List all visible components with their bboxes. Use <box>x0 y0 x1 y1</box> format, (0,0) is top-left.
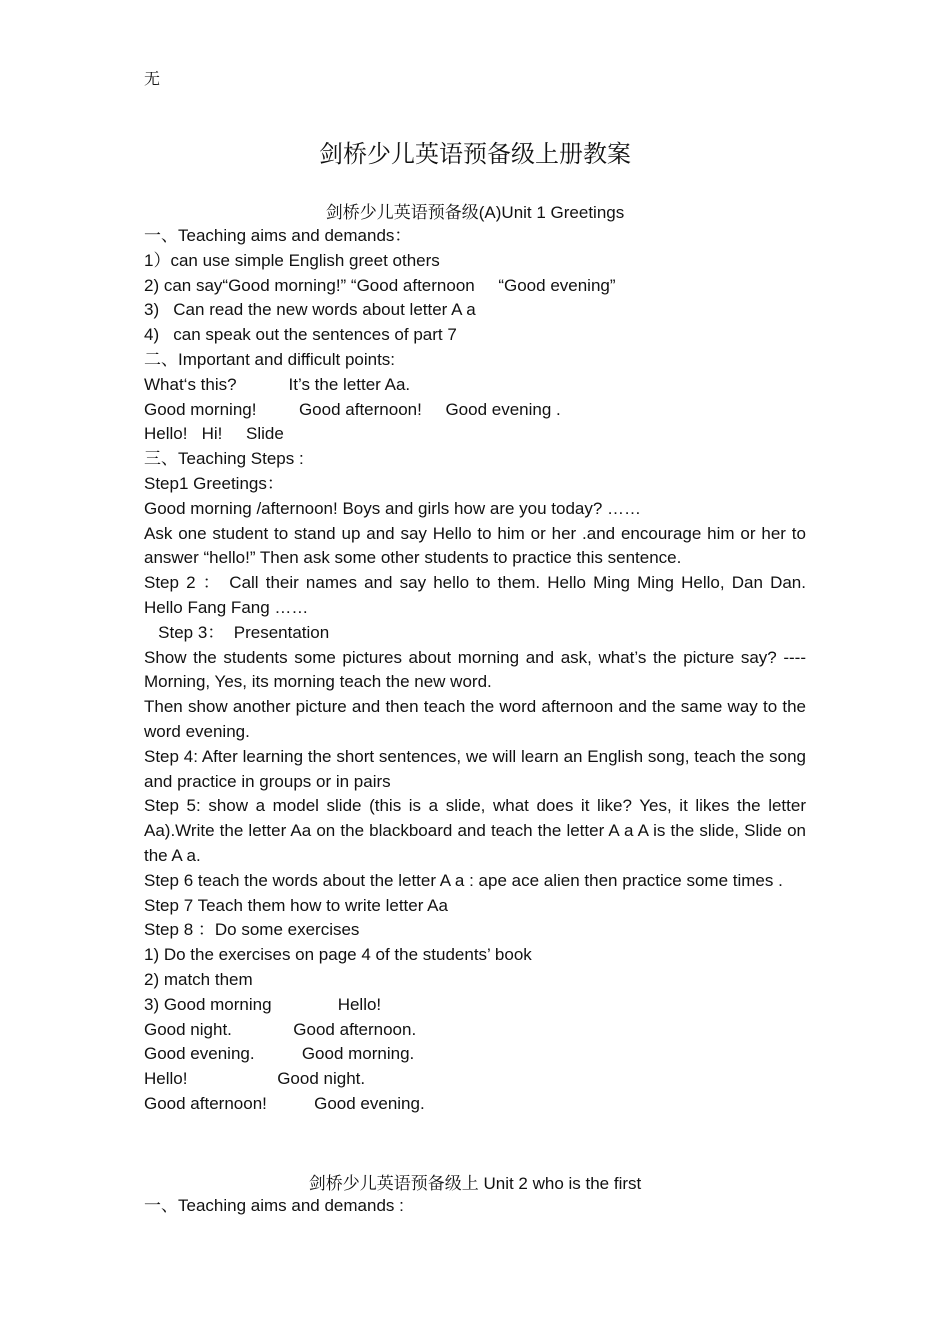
unit1-line: 三、Teaching Steps : <box>144 449 304 469</box>
unit1-line: Step 7 Teach them how to write letter Aa <box>144 895 448 915</box>
unit1-paragraph: Step 2 ： Call their names and say hello to them. Hello Ming Ming Hello, Dan Dan. Hello Fang Fang …… <box>144 573 806 617</box>
header-mark: 无 <box>144 69 161 88</box>
unit1-line: Step 8 ：Do some exercises <box>144 920 360 940</box>
unit1-line: 1) Do the exercises on page 4 of the students’ book <box>144 945 532 965</box>
unit1-line: Good morning! Good afternoon! Good evening . <box>144 399 561 419</box>
unit2-line: 一、Teaching aims and demands : <box>144 1196 404 1215</box>
unit1-line: Step1 Greetings： <box>144 473 284 493</box>
unit1-line: 一、Teaching aims and demands： <box>144 226 412 245</box>
unit1-line: 1）can use simple English greet others <box>144 250 440 270</box>
unit1-line: 3) Good morning Hello! <box>144 994 382 1014</box>
unit1-paragraph: Step 4: After learning the short sentences, we will learn an English song, teach the song and practice in groups or in pairs <box>144 746 806 791</box>
unit1-paragraph: Step 6 teach the words about the letter A a : ape ace alien then practice some times . <box>144 870 783 890</box>
unit1-title: 剑桥少儿英语预备级(A)Unit 1 Greetings <box>325 203 625 222</box>
unit1-line: What‘s this? It’s the letter Aa. <box>144 374 411 394</box>
unit1-line: 2) match them <box>144 969 253 989</box>
document-title: 剑桥少儿英语预备级上册教案 <box>319 140 631 168</box>
unit1-line: Good afternoon! Good evening. <box>144 1093 425 1113</box>
unit1-line: Hello! Good night. <box>144 1069 366 1089</box>
unit1-line: Good night. Good afternoon. <box>144 1019 417 1039</box>
unit1-line: Hello! Hi! Slide <box>144 424 284 444</box>
unit1-step3: Step 3： Presentation <box>144 622 330 642</box>
unit1-body <box>144 224 806 1117</box>
unit1-line: 3) Can read the new words about letter A a <box>144 300 476 320</box>
unit2-title: 剑桥少儿英语预备级上 Unit 2 who is the first <box>308 1174 642 1193</box>
unit1-line: Good evening. Good morning. <box>144 1044 415 1064</box>
unit2-body <box>144 1194 806 1219</box>
unit1-line: 4) can speak out the sentences of part 7 <box>144 325 457 345</box>
unit1-line: 二、Important and difficult points: <box>144 349 396 369</box>
unit1-line: 2) can say“Good morning!” “Good afternoon “Good evening” <box>144 275 616 295</box>
unit1-paragraph: Show the students some pictures about morning and ask, what’s the picture say? ----Morning, Yes, its morning teach the new word. <box>144 647 806 692</box>
unit1-paragraph: Then show another picture and then teach the word afternoon and the same way to the word evening. <box>144 697 806 741</box>
unit1-line: Good morning /afternoon! Boys and girls how are you today? …… <box>144 498 642 518</box>
unit1-paragraph: Ask one student to stand up and say Hello to him or her .and encourage him or her to answer “hello!” Then ask some other students to practice this sentence. <box>144 523 806 568</box>
unit1-paragraph: Step 5: show a model slide (this is a slide, what does it like? Yes, it likes the letter Aa).Write the letter Aa on the blackboard and teach the letter A a A is the slide, Slide on the A a. <box>144 796 806 865</box>
